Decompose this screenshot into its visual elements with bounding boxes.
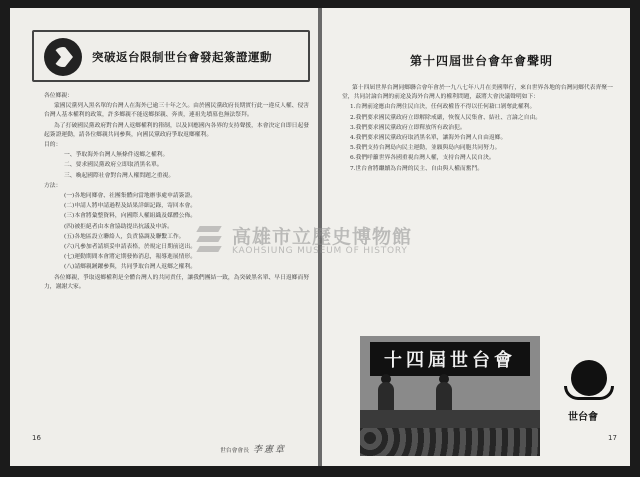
statement-item: 2.我們要求國民黨政府立即解除戒嚴，恢復人民集會、結社、言論之自由。 [350,114,542,121]
conference-photo [360,336,540,456]
method-item: (一)各地同鄉會、社團集體向當地辦事處申請簽證。 [64,193,197,200]
method-item: (三)本會將彙整資料，向國際人權組織及媒體公佈。 [64,213,197,220]
hands-icon [564,386,614,400]
signature-name: 李憲章 [253,445,287,455]
page-number: 17 [608,434,617,442]
methods-heading: 方法： [44,182,62,189]
watermark-chinese: 高雄市立歷史博物館 [232,226,413,248]
photo-banner [370,342,530,376]
method-item: (八)請鄉親踴躍參與，共同爭取台灣人返鄉之權利。 [64,264,197,271]
closing-paragraph: 各位鄉親，爭取返鄉權利是全體台灣人的共同責任，讓我們團結一致，為突破黑名單、早日返鄉而努力，謝謝大家。 [44,274,310,290]
statement-item: 3.我們要求國民黨政府立即釋放所有政治犯。 [350,124,466,131]
statement-item: 5.我們支持台灣島內民主運動，並願與島內同胞共同努力。 [350,145,501,152]
left-page-title: 突破返台限制世台會發起簽證運動 [92,50,272,64]
left-body-text [44,92,310,293]
paragraph: 為了打破國民黨政府對台灣人返鄉權利的箝制，以及回應國內各界的支持聲援，本會決定自即日起發起簽證運動，請各位鄉親共同參與，向國民黨政府爭取返鄉權利。 [44,122,310,138]
method-item: (六)凡參加者請填妥申請表格，於規定日期前送出。 [64,244,197,251]
intro-paragraph: 第十四屆世界台灣同鄉聯合會年會於一九八七年八月在美國舉行，來自世界各地的台灣同鄉代表齊聚一堂，共同討論台灣的前途及海外台灣人的權利問題，茲將大會決議聲明如下： [342,85,613,101]
taiwan-emblem-icon [44,38,82,76]
audience [360,428,540,456]
purpose-item: 三、喚起國際社會對台灣人權問題之重視。 [64,172,175,179]
statement-item: 7.世台會將繼續為台灣的民主、自由與人權而奮鬥。 [350,165,484,172]
photo-banner-text: 十四屆世台會 [384,350,516,371]
salutation: 各位鄉親： [44,93,73,99]
speaker-body [378,382,394,412]
signature [220,442,286,455]
statement-item: 1.台灣前途應由台灣住民自決，任何政權皆不得以任何藉口剝奪此權利。 [350,104,536,111]
right-body-text [342,84,618,175]
purpose-item: 一、爭取海外台灣人無條件返鄉之權利。 [64,152,169,159]
museum-logo-icon [194,224,224,254]
signature-label: 世台會會長 [220,448,249,454]
purpose-item: 二、要求國民黨政府立即取消黑名單。 [64,162,163,169]
logo-text: 世台會 [568,412,598,423]
wufa-logo [564,360,614,430]
speaker-body [436,382,452,412]
method-item: (二)申請人將申請過程及結果詳細記錄，寄回本會。 [64,203,197,210]
method-item: (四)被拒絕者由本會協助提出抗議及申訴。 [64,223,173,230]
right-page-title: 第十四屆世台會年會聲明 [410,54,554,68]
method-item: (五)各地區設立聯絡人，負責協調及聯繫工作。 [64,233,185,240]
method-item: (七)運動期間本會將定期發佈消息，報導進展情形。 [64,254,197,261]
museum-watermark [194,222,484,262]
page-number: 16 [32,434,41,442]
watermark-english: KAOHSIUNG MUSEUM OF HISTORY [232,246,408,256]
statement-item: 6.我們呼籲世界各國重視台灣人權，支持台灣人民自決。 [350,155,495,162]
statement-item: 4.我們要求國民黨政府取消黑名單，讓海外台灣人自由返鄉。 [350,135,507,142]
purpose-heading: 目的： [44,142,62,149]
paragraph: 蒙國民黨列入黑名單的台灣人在海外已逾三十年之久。由於國民黨政府長期實行此一違反人權、侵害台灣人基本權利的政策，許多鄉親不能返鄉探親、奔喪，連祖先墳墓也無法祭拜。 [44,103,310,119]
